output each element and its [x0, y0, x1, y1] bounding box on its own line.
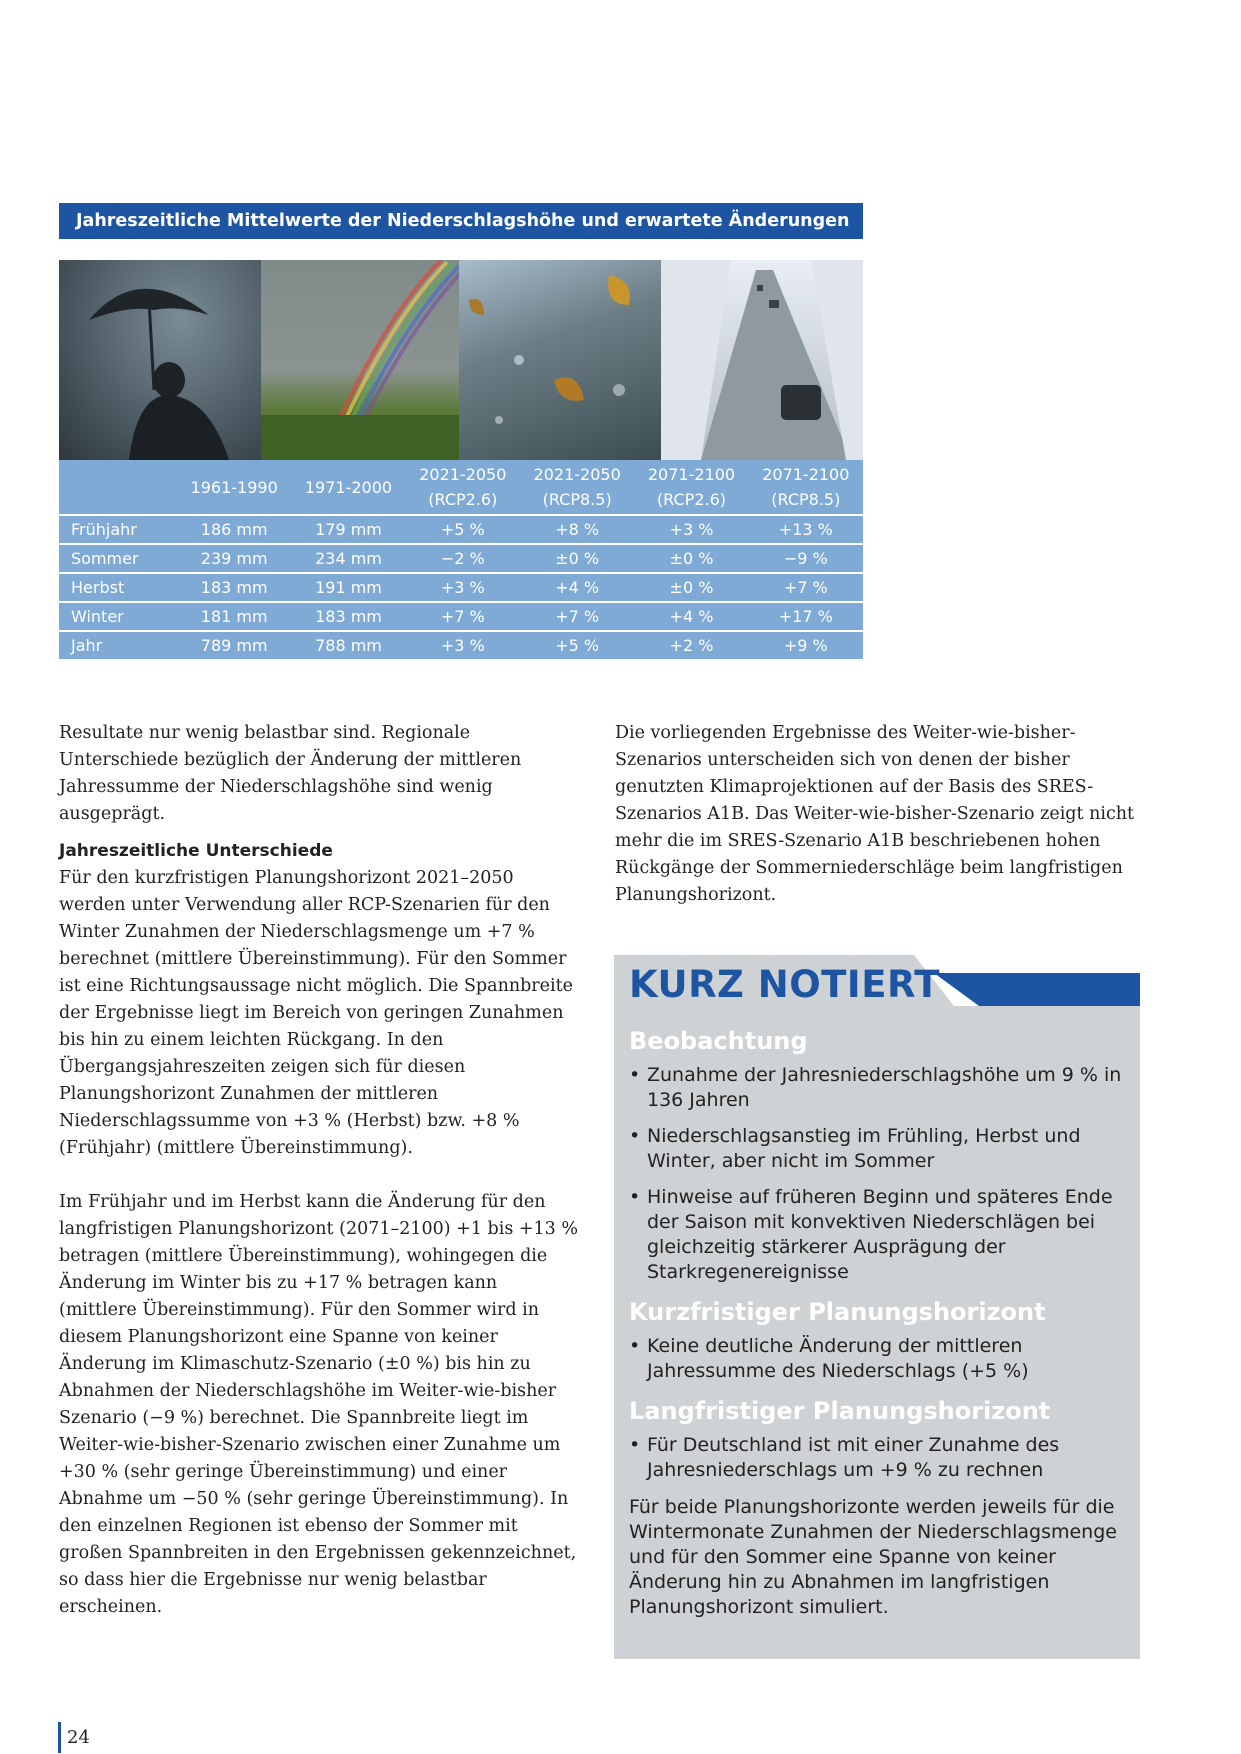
bullet-list: [629, 1063, 1125, 1285]
table-cell: 788 mm: [291, 631, 405, 659]
table-cell: 183 mm: [291, 602, 405, 631]
precipitation-table-block: [59, 203, 863, 659]
table-row: [59, 573, 863, 602]
season-photo-strip: [59, 260, 863, 460]
page-number: 24: [58, 1722, 90, 1753]
table-cell: ±0 %: [634, 544, 748, 573]
header-period: 2071-2100 (RCP8.5): [762, 465, 850, 509]
paragraph: Resultate nur wenig belastbar sind. Regionale Unterschiede bezüglich der Änderung der mittleren Jahressumme der Niederschlagshöhe sind wenig ausgeprägt.: [59, 723, 522, 824]
table-cell: +4 %: [520, 573, 634, 602]
table-cell: 239 mm: [177, 544, 291, 573]
paragraph: Für den kurzfristigen Planungshorizont 2021–2050 werden unter Verwendung aller RCP-Szenarien für den Winter Zunahmen der Niederschlagsmenge um +7 % berechnet (mittlere Übereinstimmung). Für den Sommer ist eine Richtungsaussage nicht möglich. Die Spannbreite der Ergebnisse liegt im Bereich von geringen Zunahmen bis hin zu einem leichten Rückgang. In den Übergangsjahreszeiten zeigen sich für diesen Planungshorizont Zunahmen der mittleren Niederschlagssumme von +3 % (Herbst) bzw. +8 % (Frühjahr) (mittlere Übereinstimmung).: [59, 868, 574, 1158]
table-cell: +3 %: [634, 515, 748, 544]
photo-snowy-road: [661, 260, 863, 460]
list-item: • Niederschlagsanstieg im Frühling, Herbst und Winter, aber nicht im Sommer: [629, 1124, 1125, 1174]
list-item: • Hinweise auf früheren Beginn und späteres Ende der Saison mit konvektiven Niederschlägen bei gleichzeitig stärkerer Ausprägung der Starkregenereignisse: [629, 1185, 1125, 1285]
table-cell: +7 %: [406, 602, 520, 631]
bullet-list: [629, 1433, 1125, 1483]
table-cell: ±0 %: [634, 573, 748, 602]
table-cell: +7 %: [749, 573, 863, 602]
table-cell: +13 %: [749, 515, 863, 544]
table-row: [59, 544, 863, 573]
header-season: [59, 460, 177, 515]
photo-umbrella-rain: [59, 260, 261, 460]
list-item: • Keine deutliche Änderung der mittleren Jahressumme des Niederschlags (+5 %): [629, 1334, 1125, 1384]
table-cell: +5 %: [520, 631, 634, 659]
table-cell: 179 mm: [291, 515, 405, 544]
table-cell: +2 %: [634, 631, 748, 659]
table-row: [59, 515, 863, 544]
table-cell: −2 %: [406, 544, 520, 573]
box-section-heading: Langfristiger Planungshorizont: [629, 1397, 1051, 1425]
row-label: Frühjahr: [59, 515, 177, 544]
table-cell: +3 %: [406, 573, 520, 602]
photo-autumn-leaves-rain: [459, 260, 661, 460]
header-period: 2021-2050 (RCP8.5): [533, 465, 621, 509]
table-cell: −9 %: [749, 544, 863, 573]
section-heading: Jahreszeitliche Unterschiede: [59, 841, 333, 861]
header-period: 1961-1990: [190, 477, 278, 497]
table-cell: +3 %: [406, 631, 520, 659]
table-row: [59, 602, 863, 631]
paragraph: Im Frühjahr und im Herbst kann die Änderung für den langfristigen Planungshorizont (2071–2100) +1 bis +13 % betragen (mittlere Übereinstimmung), wohingegen die Änderung im Winter bis zu +17 % betragen kann (mittlere Übereinstimmung). Für den Sommer wird in diesem Planungshorizont eine Spanne von keiner Änderung im Klimaschutz-Szenario (±0 %) bis hin zu Abnahmen der Niederschlagshöhe im Weiter-wie-bisher Szenario (−9 %) berechnet. Die Spannbreite liegt im Weiter-wie-bisher-Szenario zwischen einer Zunahme um +30 % (sehr geringe Übereinstimmung) und einer Abnahme um −50 % (sehr geringe Übereinstimmung). In den einzelnen Regionen ist ebenso der Sommer mit großen Spannbreiten in den Ergebnissen gekennzeichnet, so dass hier die Ergebnisse nur wenig belastbar erscheinen.: [59, 1192, 579, 1617]
table-cell: 181 mm: [177, 602, 291, 631]
table-cell: +8 %: [520, 515, 634, 544]
table-cell: +7 %: [520, 602, 634, 631]
table-cell: 789 mm: [177, 631, 291, 659]
table-cell: ±0 %: [520, 544, 634, 573]
row-label: Jahr: [59, 631, 177, 659]
row-label: Winter: [59, 602, 177, 631]
list-item: • Zunahme der Jahresniederschlagshöhe um 9 % in 136 Jahren: [629, 1063, 1125, 1113]
photo-rainbow: [261, 260, 459, 460]
row-label: Herbst: [59, 573, 177, 602]
summary-box: [614, 955, 1140, 1659]
header-period: 2021-2050 (RCP2.6): [419, 465, 507, 509]
table-title: Jahreszeitliche Mittelwerte der Niederschlagshöhe und erwartete Änderungen: [59, 203, 863, 239]
box-section-heading: Beobachtung: [629, 1027, 808, 1055]
box-body: [629, 1025, 1125, 1620]
precipitation-table: [59, 460, 863, 659]
table-cell: +9 %: [749, 631, 863, 659]
table-cell: 234 mm: [291, 544, 405, 573]
paragraph: Die vorliegenden Ergebnisse des Weiter-wie-bisher-Szenarios unterscheiden sich von denen der bisher genutzten Klimaprojektionen auf der Basis des SRES-Szenarios A1B. Das Weiter-wie-bisher-Szenario zeigt nicht mehr die im SRES-Szenario A1B beschriebenen hohen Rückgänge der Sommerniederschläge beim langfristigen Planungshorizont.: [615, 723, 1135, 905]
row-label: Sommer: [59, 544, 177, 573]
box-section-heading: Kurzfristiger Planungshorizont: [629, 1298, 1046, 1326]
table-cell: 186 mm: [177, 515, 291, 544]
header-period: 1971-2000: [304, 477, 393, 497]
table-cell: 191 mm: [291, 573, 405, 602]
left-text-column: [59, 720, 579, 1621]
table-header-row: [59, 460, 863, 515]
table-cell: 183 mm: [177, 573, 291, 602]
table-cell: +17 %: [749, 602, 863, 631]
table-cell: +5 %: [406, 515, 520, 544]
list-item: • Für Deutschland ist mit einer Zunahme des Jahresniederschlags um +9 % zu rechnen: [629, 1433, 1125, 1483]
header-period: 2071-2100 (RCP2.6): [647, 465, 736, 509]
bullet-list: [629, 1334, 1125, 1384]
box-title: KURZ NOTIERT: [629, 963, 941, 1006]
table-row: [59, 631, 863, 659]
right-text-column: [615, 720, 1135, 909]
table-cell: +4 %: [634, 602, 748, 631]
box-closing-text: Für beide Planungshorizonte werden jeweils für die Wintermonate Zunahmen der Niederschlagsmenge und für den Sommer eine Spanne von keiner Änderung hin zu Abnahmen im langfristigen Planungshorizont simuliert.: [629, 1496, 1117, 1618]
